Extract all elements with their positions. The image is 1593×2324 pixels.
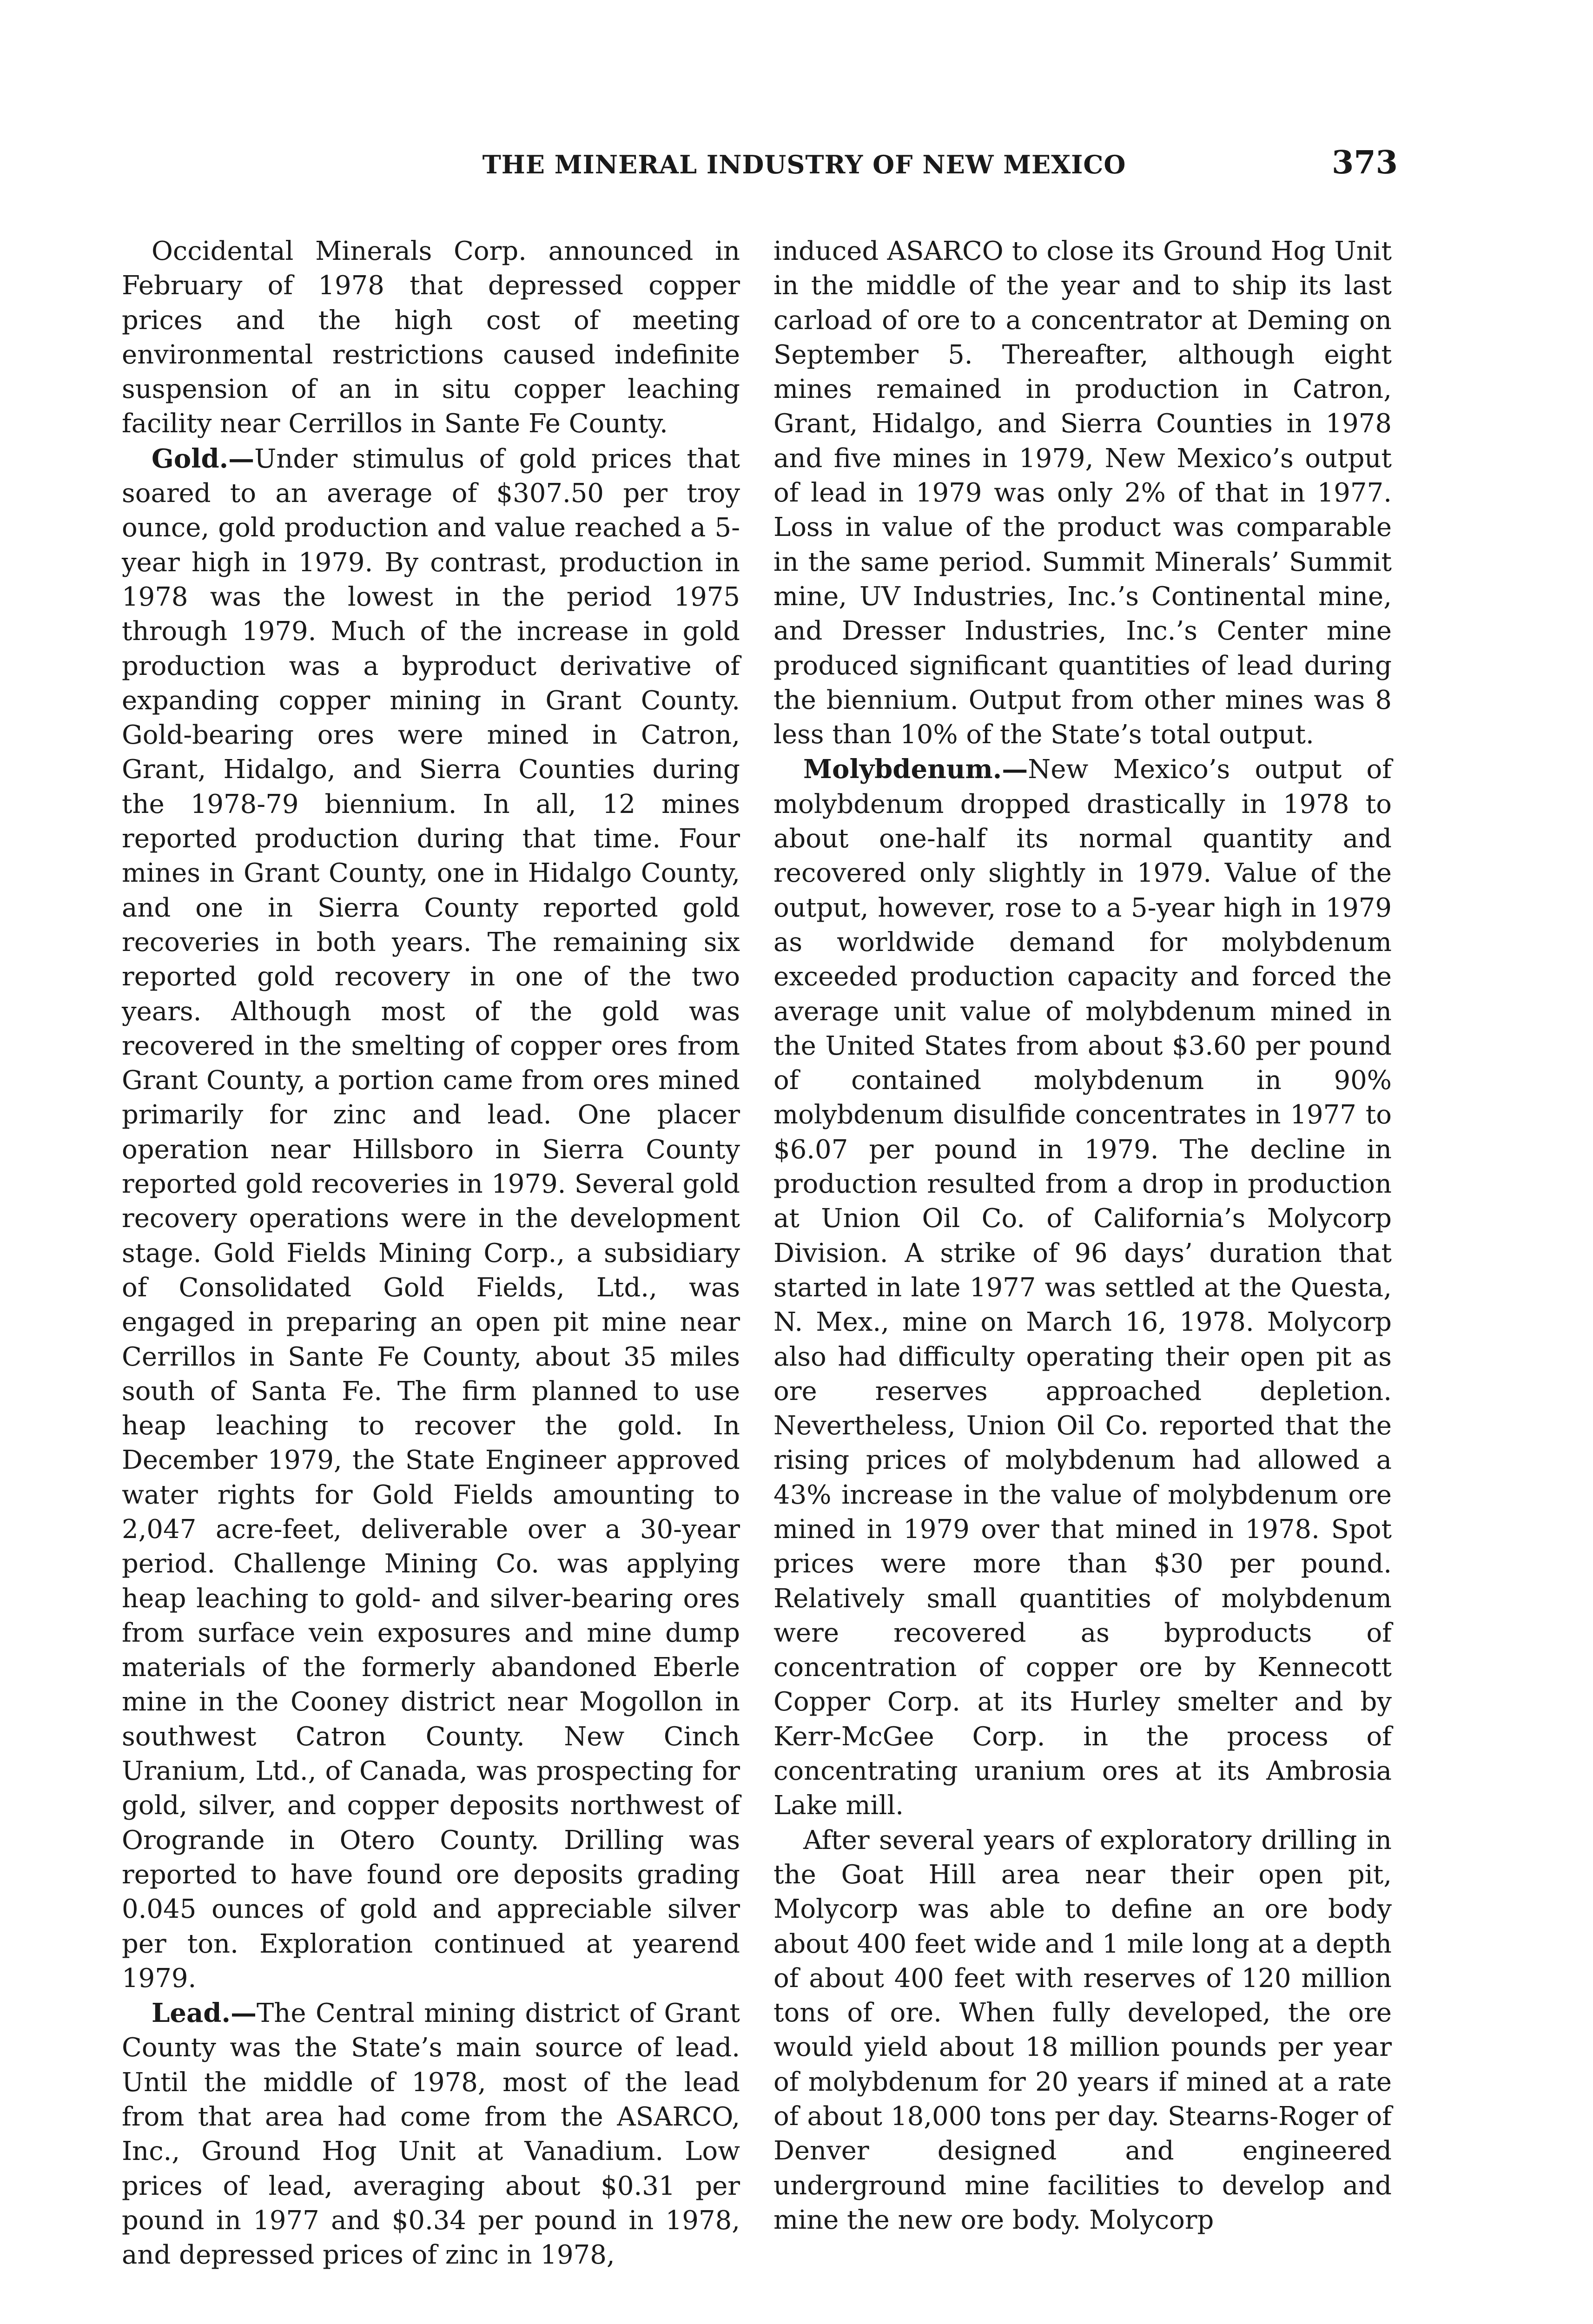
paragraph-lead-continued: induced ASARCO to close its Ground Hog Unit in the middle of the year and to ship its last carload of ore to a concentrator at Deming on September 5. Thereafter, although eight mines remained in production in Catron, Grant, Hidalgo, and Sierra Counties in 1978 and five mines in 1979, New Mexico’s output of lead in 1979 was only 2% of that in 1977. Loss in value of the product was comparable in the same period. Summit Minerals’ Summit mine, UV Industries, Inc.’s Continental mine, and Dresser Industries, Inc.’s Center mine produced significant quantities of lead during the biennium. Output from other mines was 8 less than 10% of the State’s total output.: [773, 236, 1392, 750]
molybdenum-section-text: New Mexico’s output of molybdenum dropped drastically in 1978 to about one-half its normal quantity and recovered only slightly in 1979. Value of the output, however, rose to a 5-year high in 1979 as worldwide demand for molybdenum exceeded production capacity and forced the average unit value of molybdenum mined in the United States from about $3.60 per pound of contained molybdenum in 90% molybdenum disulfide concentrates in 1977 to $6.07 per pound in 1979. The decline in production resulted from a drop in production at Union Oil Co. of California’s Molycorp Division. A strike of 96 days’ duration that started in late 1977 was settled at the Questa, N. Mex., mine on March 16, 1978. Molycorp also had difficulty operating their open pit as ore reserves approached depletion. Nevertheless, Union Oil Co. reported that the rising prices of molybdenum had allowed a 43% increase in the value of molybdenum ore mined in 1979 over that mined in 1978. Spot prices were more than $30 per pound. Relatively small quantities of molybdenum were recovered as byproducts of concentration of copper ore by Kennecott Copper Corp. at its Hurley smelter and by Kerr-McGee Corp. in the process of concentrating uranium ores at its Ambrosia Lake mill.: [773, 754, 1392, 1821]
molybdenum-section-heading: Molybdenum.—: [803, 754, 1028, 785]
running-head-title: THE MINERAL INDUSTRY OF NEW MEXICO: [482, 150, 1126, 179]
gold-section-text: Under stimulus of gold prices that soared to an average of $307.50 per troy ounce, gold production and value reached a 5-year high in 1979. By contrast, production in 1978 was the lowest in the period 1975 through 1979. Much of the increase in gold production was a byproduct derivative of expanding copper mining in Grant County. Gold-bearing ores were mined in Catron, Grant, Hidalgo, and Sierra Counties during the 1978-79 biennium. In all, 12 mines reported production during that time. Four mines in Grant County, one in Hidalgo County, and one in Sierra County reported gold recoveries in both years. The remaining six reported gold recovery in one of the two years. Although most of the gold was recovered in the smelting of copper ores from Grant County, a portion came from ores mined primarily for zinc and lead. One placer operation near Hillsboro in Sierra County reported gold recoveries in 1979. Several gold recovery operations were in the development stage. Gold Fields Mining Corp., a subsidiary of Consolidated Gold Fields, Ltd., was engaged in preparing an open pit mine near Cerrillos in Sante Fe County, about 35 miles south of Santa Fe. The firm planned to use heap leaching to recover the gold. In December 1979, the State Engineer approved water rights for Gold Fields amounting to 2,047 acre-feet, deliverable over a 30-year period. Challenge Mining Co. was applying heap leaching to gold- and silver-bearing ores from surface vein exposures and mine dump materials of the formerly abandoned Eberle mine in the Cooney district near Mogollon in southwest Catron County. New Cinch Uranium, Ltd., of Canada, was prospecting for gold, silver, and copper deposits northwest of Orogrande in Otero County. Drilling was reported to have found ore deposits grading 0.045 ounces of gold and appreciable silver per ton. Exploration continued at yearend 1979.: [122, 443, 740, 1994]
gold-section-heading: Gold.—: [152, 443, 255, 474]
lead-section-heading: Lead.—: [152, 1998, 257, 2029]
left-column: [122, 234, 740, 2273]
paragraph-lead: [122, 1996, 740, 2272]
paragraph-occidental: Occidental Minerals Corp. announced in February of 1978 that depressed copper prices and the high cost of meeting environmental restrictions caused indefinite suspension of an in situ copper leaching facility near Cerrillos in Sante Fe County.: [122, 236, 740, 439]
paragraph-gold: [122, 442, 740, 1996]
paragraph-molybdenum: [773, 752, 1392, 1823]
lead-section-text: The Central mining district of Grant County was the State’s main source of lead. Until the middle of 1978, most of the lead from that area had come from the ASARCO, Inc., Ground Hog Unit at Vanadium. Low prices of lead, averaging about $0.31 per pound in 1977 and $0.34 per pound in 1978, and depressed prices of zinc in 1978,: [122, 1998, 740, 2271]
page-number: 373: [1332, 144, 1398, 181]
paragraph-goat-hill: After several years of exploratory drilling in the Goat Hill area near their open pit, Molycorp was able to define an ore body about 400 feet wide and 1 mile long at a depth of about 400 feet with reserves of 120 million tons of ore. When fully developed, the ore would yield about 18 million pounds per year of molybdenum for 20 years if mined at a rate of about 18,000 tons per day. Stearns-Roger of Denver designed and engineered underground mine facilities to develop and mine the new ore body. Molycorp: [773, 1825, 1392, 2235]
right-column: [773, 234, 1392, 2238]
